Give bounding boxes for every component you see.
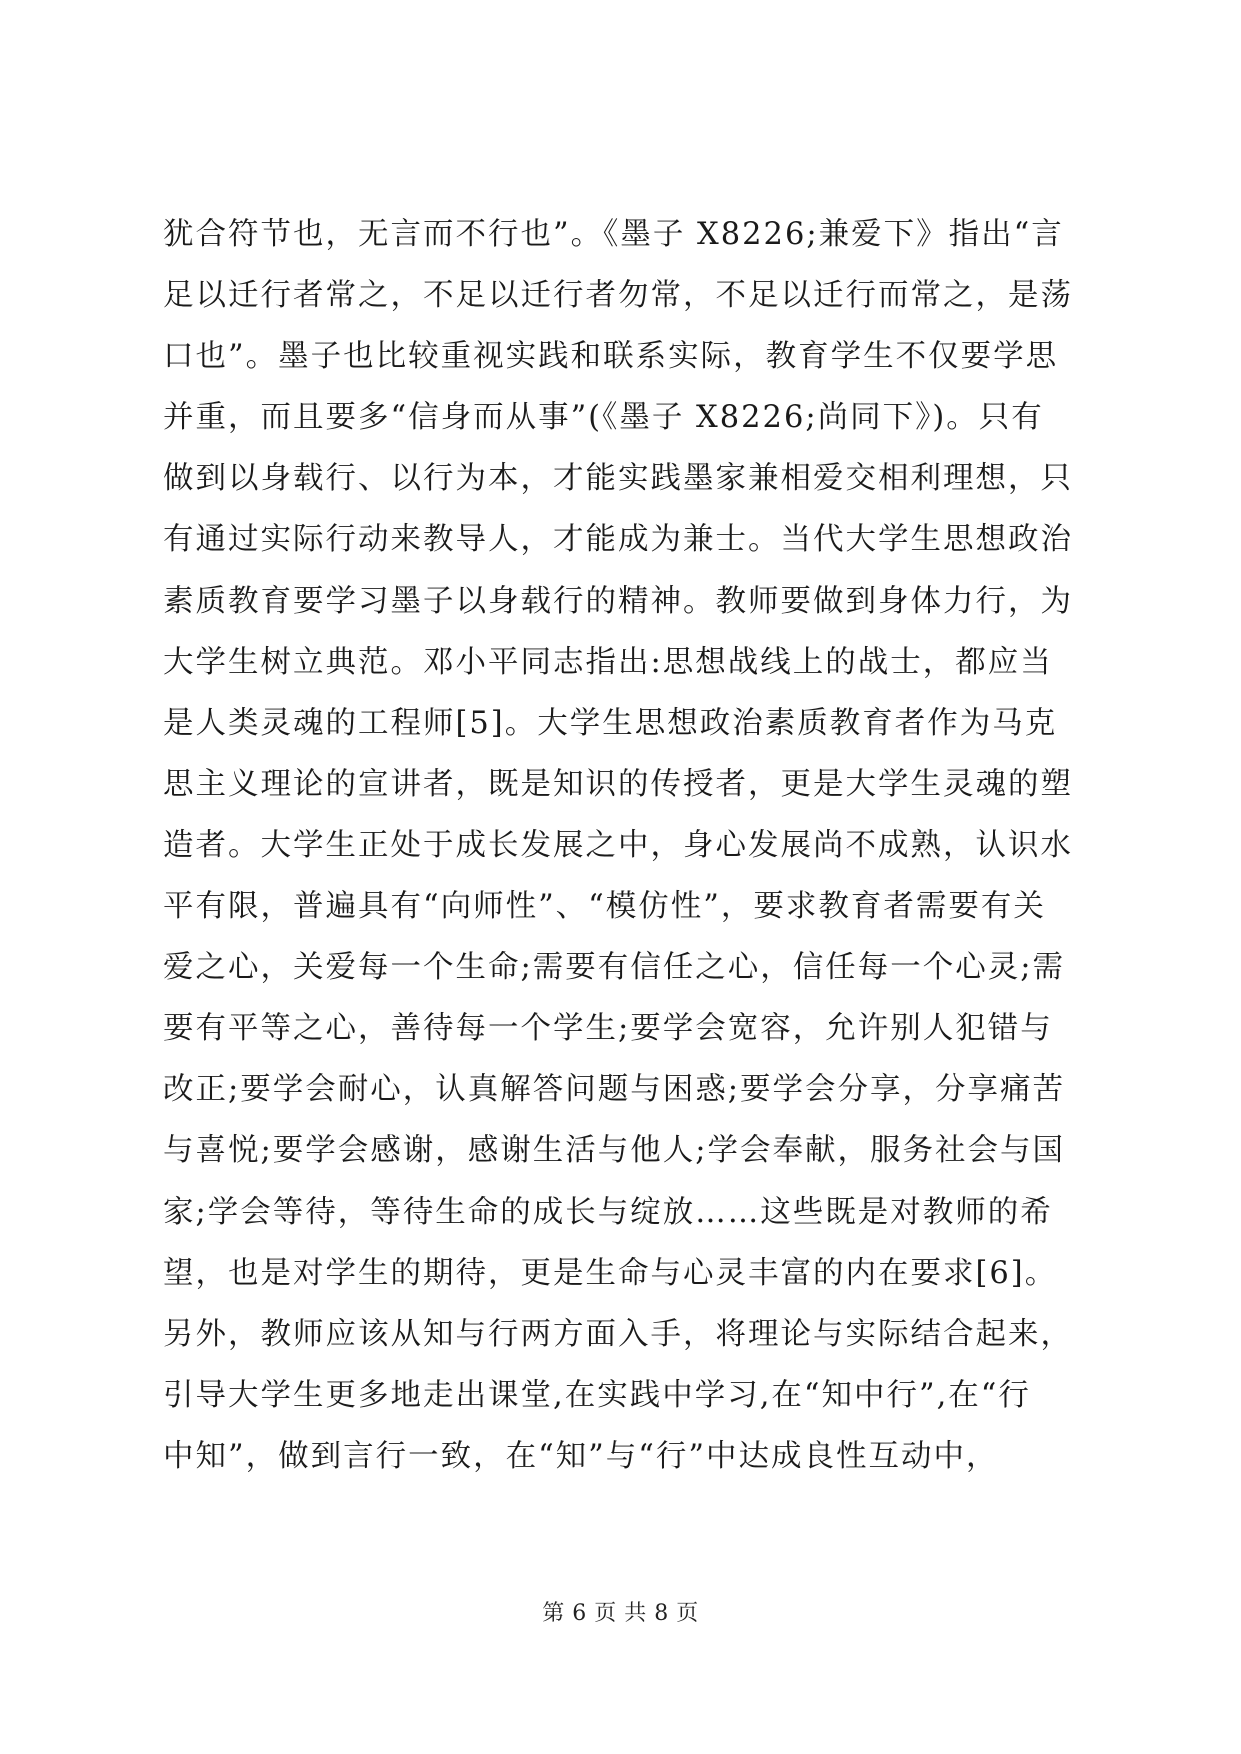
text-line: 口也”。墨子也比较重视实践和联系实际，教育学生不仅要学思 (163, 339, 1059, 375)
page-number-label: 第 6 页 共 8 页 (542, 1601, 699, 1626)
text-line: 望，也是对学生的期待，更是生命与心灵丰富的内在要求[6]。 (163, 1255, 1058, 1291)
text-line: 造者。大学生正处于成长发展之中，身心发展尚不成熟，认识水 (163, 827, 1073, 863)
text-line: 并重，而且要多“信身而从事”(《墨子 X8226;尚同下》)。只有 (163, 400, 1044, 436)
text-line: 改正;要学会耐心，认真解答问题与困惑;要学会分享，分享痛苦 (163, 1072, 1066, 1108)
text-line: 要有平等之心，善待每一个学生;要学会宽容，允许别人犯错与 (163, 1011, 1053, 1047)
text-line: 犹合符节也，无言而不行也”。《墨子 X8226;兼爱下》指出“言 (163, 217, 1064, 252)
text-line: 另外，教师应该从知与行两方面入手，将理论与实际结合起来， (163, 1316, 1073, 1352)
text-line: 思主义理论的宣讲者，既是知识的传授者，更是大学生灵魂的塑 (163, 766, 1073, 802)
text-line: 平有限，普遍具有“向师性”、“模仿性”，要求教育者需要有关 (163, 889, 1046, 925)
text-line: 爱之心，关爱每一个生命;需要有信任之心，信任每一个心灵;需 (163, 950, 1066, 986)
text-line: 引导大学生更多地走出课堂,在实践中学习,在“知中行”,在“行 (163, 1377, 1031, 1413)
text-line: 有通过实际行动来教导人，才能成为兼士。当代大学生思想政治 (163, 522, 1073, 558)
page-footer (0, 1596, 1241, 1627)
text-line: 中知”，做到言行一致，在“知”与“行”中达成良性互动中， (163, 1438, 999, 1474)
body-text (163, 204, 1103, 1487)
text-line: 是人类灵魂的工程师[5]。大学生思想政治素质教育者作为马克 (163, 705, 1058, 741)
text-line: 家;学会等待，等待生命的成长与绽放……这些既是对教师的希 (163, 1194, 1053, 1230)
text-line: 做到以身载行、以行为本，才能实践墨家兼相爱交相利理想，只 (163, 461, 1073, 497)
text-line: 与喜悦;要学会感谢，感谢生活与他人;学会奉献，服务社会与国 (163, 1133, 1066, 1169)
text-line: 素质教育要学习墨子以身载行的精神。教师要做到身体力行，为 (163, 583, 1073, 619)
text-line: 大学生树立典范。邓小平同志指出:思想战线上的战士，都应当 (163, 644, 1053, 680)
text-line: 足以迁行者常之，不足以迁行者勿常，不足以迁行而常之，是荡 (163, 278, 1073, 314)
